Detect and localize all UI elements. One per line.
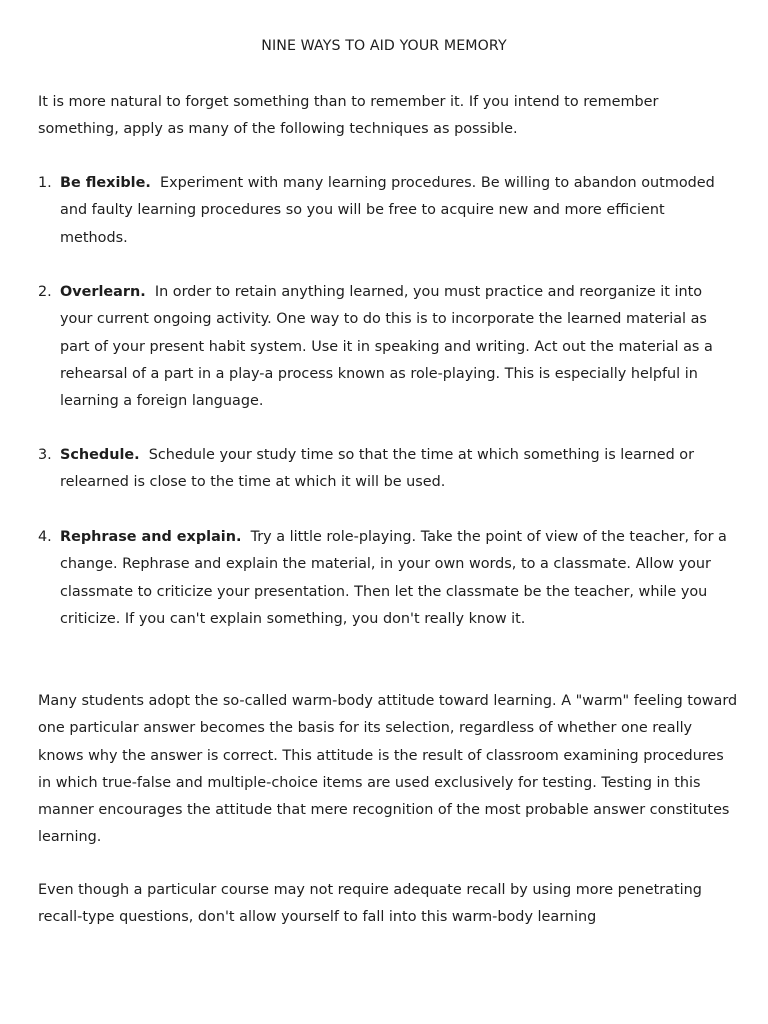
list-item-body [60,524,730,633]
list-item [38,170,738,252]
intro-paragraph: It is more natural to forget something than to remember it. If you intend to remember something, apply as many of the following techniques as possible. [38,94,659,138]
list-item-number: 3. [38,447,52,463]
list-item-text: Schedule your study time so that the time at which something is learned or relearned is close to the time at which it will be used. [60,447,695,491]
list-item-body [60,279,730,415]
list-item-body [60,442,730,497]
list-item-heading: Rephrase and explain. [60,529,242,545]
page-title: NINE WAYS TO AID YOUR MEMORY [261,38,507,54]
list-item-heading: Overlearn. [60,284,146,300]
list-item-number: 4. [38,529,52,545]
warm-body-paragraph: Many students adopt the so-called warm-body attitude toward learning. A "warm" feeling toward one particular answer becomes the basis for its selection, regardless of whether one really knows why the answer is correct. This attitude is the result of classroom examining procedures in which true-false and multiple-choice items are used exclusively for testing. Testing in this manner encourages the attitude that mere recognition of the most probable answer constitutes learning. [38,693,738,846]
list-item [38,442,738,497]
list-item-text: Experiment with many learning procedures. Be willing to abandon outmoded and faulty learning procedures so you will be free to acquire new and more efficient methods. [60,175,715,246]
list-item-heading: Be flexible. [60,175,151,191]
even-though-paragraph: Even though a particular course may not require adequate recall by using more penetrating recall-type questions, don't allow yourself to fall into this warm-body learning [38,882,702,926]
list-item-heading: Schedule. [60,447,140,463]
list-item-body [60,170,730,252]
list-item-text: In order to retain anything learned, you must practice and reorganize it into your current ongoing activity. One way to do this is to incorporate the learned material as part of your present habit system. Use it in speaking and writing. Act out the material as a rehearsal of a part in a play-a process known as role-playing. This is especially helpful in learning a foreign language. [60,284,713,410]
list-item [38,279,738,415]
list-item-number: 1. [38,175,52,191]
list-item-number: 2. [38,284,52,300]
list-item [38,524,738,633]
list-item-text: Try a little role-playing. Take the point of view of the teacher, for a change. Rephrase and explain the material, in your own words, to a classmate. Allow your classmate to criticize your presentation. Then let the classmate be the teacher, while you criticize. If you can't explain something, you don't really know it. [60,529,727,627]
